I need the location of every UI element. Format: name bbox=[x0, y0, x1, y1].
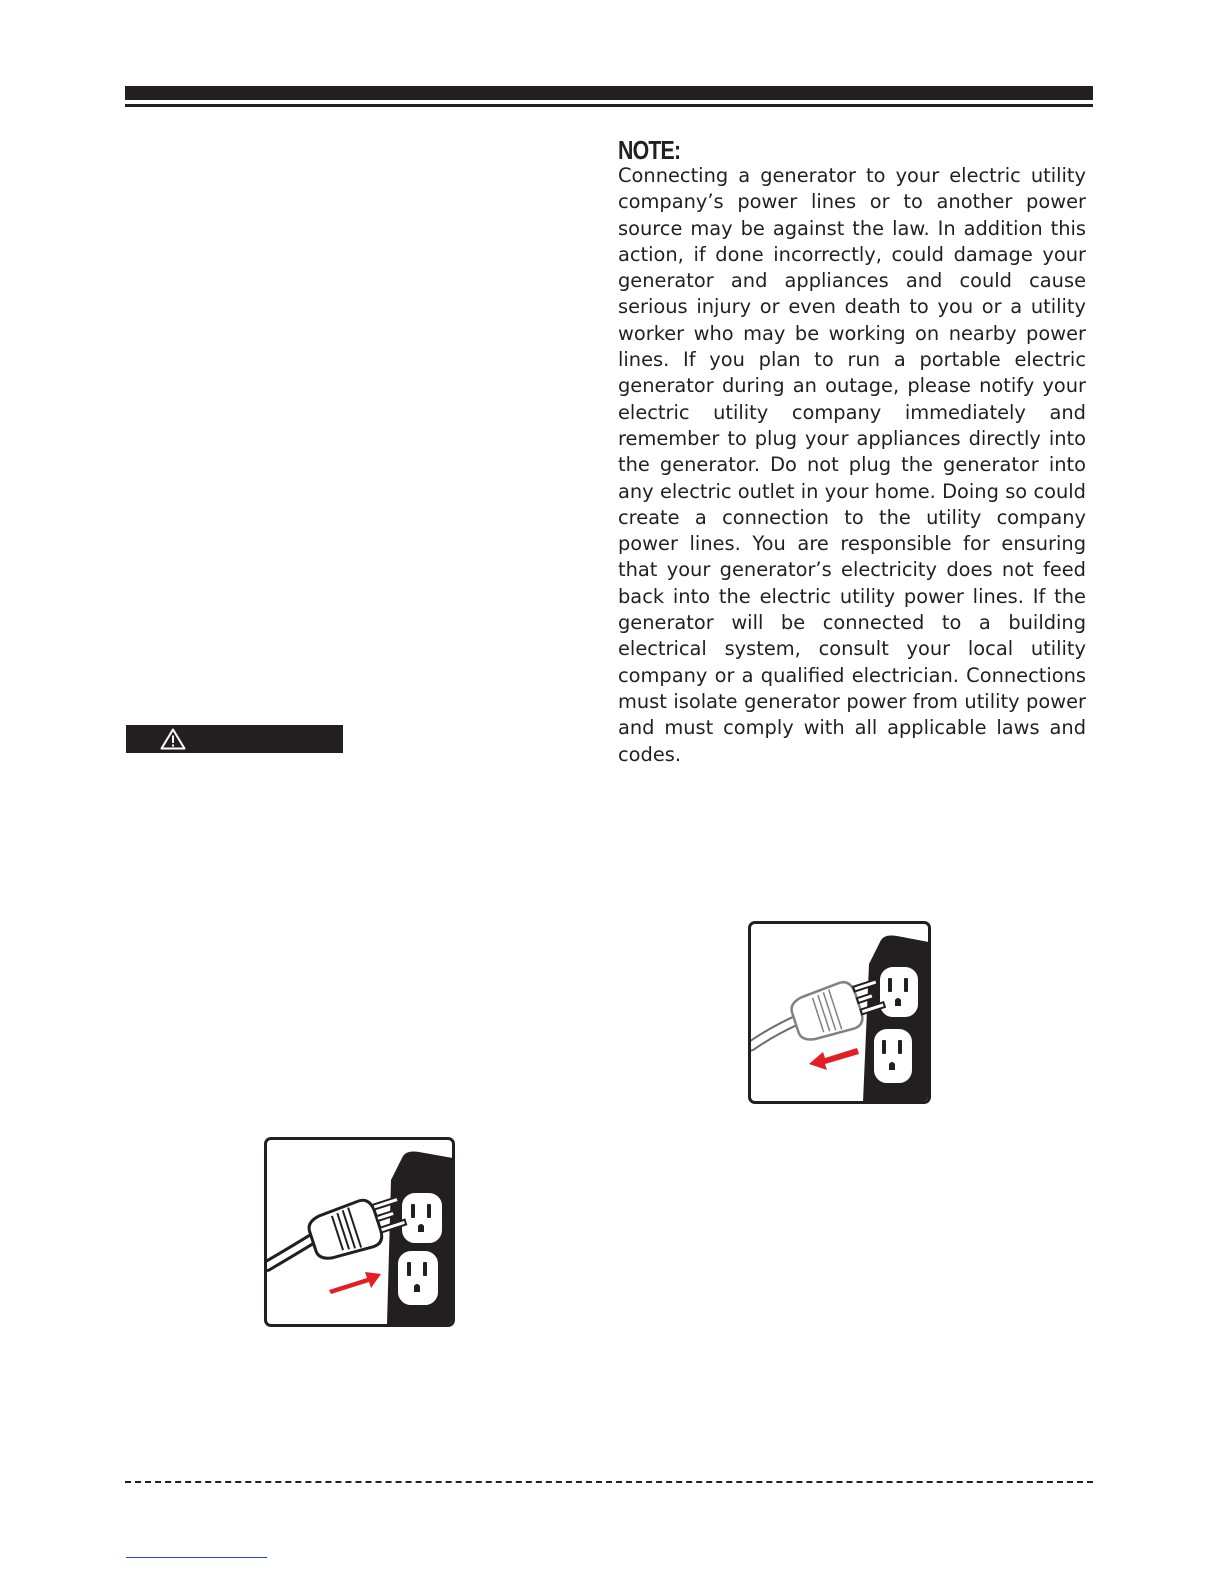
plug-into-outlet-illustration bbox=[264, 1137, 455, 1327]
unplug-from-outlet-illustration bbox=[748, 921, 931, 1104]
warning-triangle-icon bbox=[160, 728, 186, 750]
warning-label bbox=[126, 725, 343, 753]
footer-link-underline bbox=[126, 1557, 267, 1558]
footer-dashed-rule bbox=[125, 1481, 1093, 1483]
note-body: Connecting a generator to your electric utility company’s power lines or to another power source may be against the law. In addition this action, if done incorrectly, could damage your generator and appliances and could cause serious injury or even death to you or a utility worker who may be working on nearby power lines. If you plan to run a portable electric generator during an outage, please notify your electric utility company immediately and remember to plug your appliances directly into the generator. Do not plug the generator into any electric outlet in your home. Doing so could create a connection to the utility company power lines. You are responsible for ensuring that your generator’s electricity does not feed back into the electric utility power lines. If the generator will be connected to a building electrical system, consult your local utility company or a qualified electrician. Connections must isolate generator power from utility power and must comply with all applicable laws and codes. bbox=[618, 164, 1086, 766]
note-heading: NOTE: bbox=[618, 135, 681, 165]
header-bar bbox=[125, 86, 1093, 100]
header-rule bbox=[125, 104, 1093, 107]
